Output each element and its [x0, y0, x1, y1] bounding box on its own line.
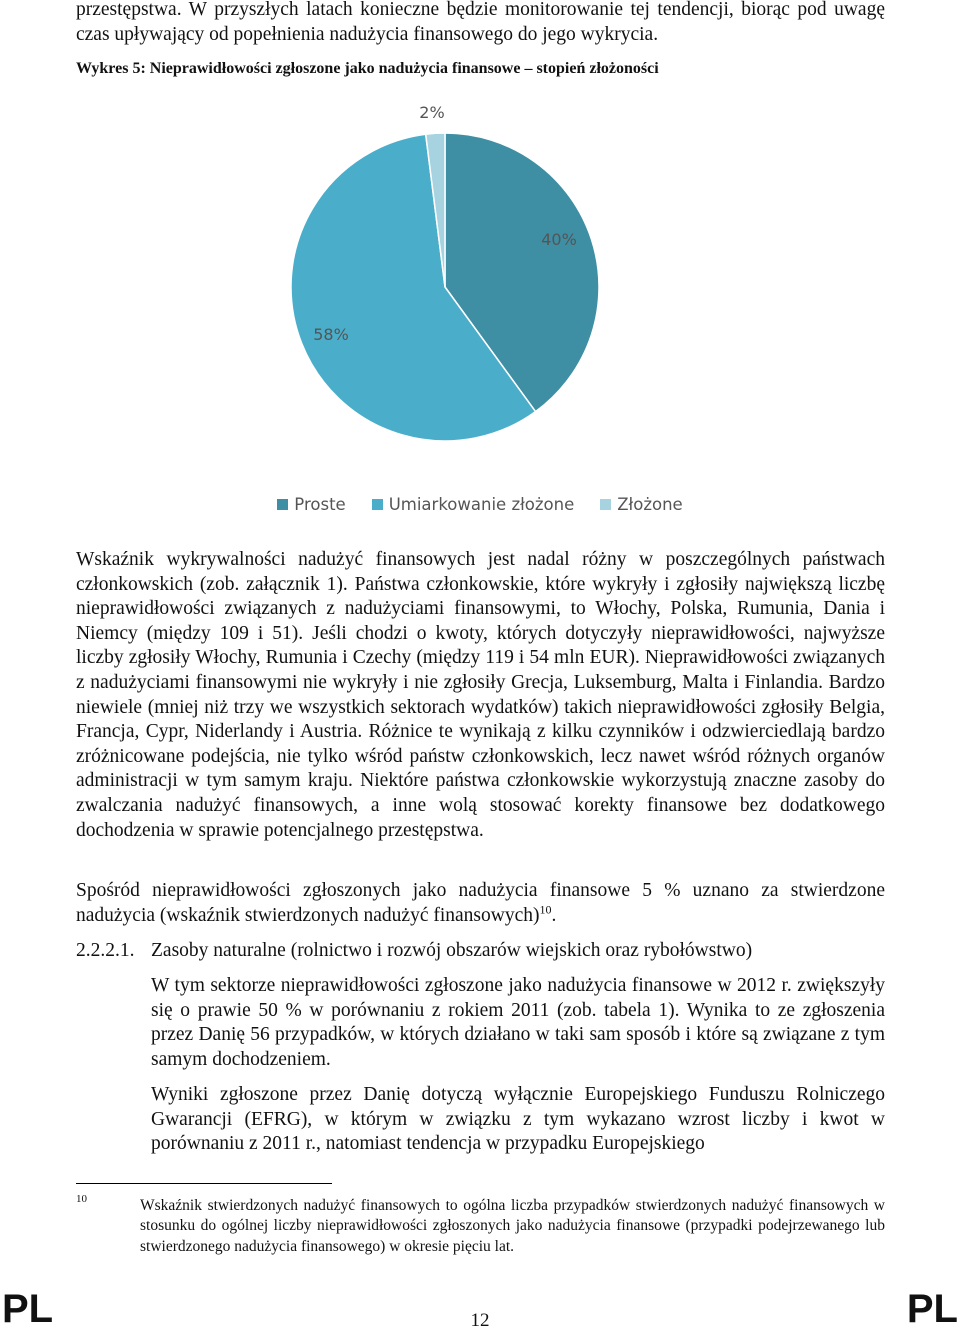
section-title: Zasoby naturalne (rolnictwo i rozwój obszarów wiejskich oraz rybołówstwo) [151, 940, 753, 961]
section-number: 2.2.2.1. [76, 940, 135, 961]
paragraph-denmark-results: Wyniki zgłoszone przez Danię dotyczą wyłącznie Europejskiego Funduszu Rolniczego Gwarancji (EFRG), w którym w związku z tym wykazano wzrost liczby i kwot w porównaniu z 2011 r., natomiast tendencja w przypadku Europejskiego [151, 1084, 885, 1155]
chart-legend [0, 495, 960, 514]
pie-label-umiarkowanie-zlozone: 58% [313, 325, 349, 344]
paragraph-fraud-share-text: Spośród nieprawidłowości zgłoszonych jako nadużycia finansowe 5 % uznano za stwierdzone nadużycia (wskaźnik stwierdzonych nadużyć finansowych) [76, 880, 885, 926]
legend-swatch-umiarkowanie-zlozone [372, 499, 383, 510]
footnote-number: 10 [76, 1193, 87, 1205]
section-heading [76, 939, 885, 964]
footnote-separator [76, 1183, 332, 1184]
legend-item-zlozone [600, 495, 682, 514]
paragraph-fraud-share [76, 879, 885, 928]
paragraph-detection-rate: Wskaźnik wykrywalności nadużyć finansowych jest nadal różny w poszczególnych państwach członkowskich (zob. załącznik 1). Państwa członkowskie, które wykryły i zgłosiły największą liczbę nieprawidłowości związanych z nadużyciami finansowymi, to Włochy, Polska, Rumunia, Dania i Niemcy (między 109 i 51). Jeśli chodzi o kwoty, których dotyczyły nieprawidłowości, najwyższe liczby zgłosiły Włochy, Rumunia i Czechy (między 119 i 54 mln EUR). Nieprawidłowości związanych z nadużyciami finansowymi nie wykryły i nie zgłosiły Grecja, Luksemburg, Malta i Finlandia. Bardzo niewiele (mniej niż trzy we wszystkich sektorach wydatków) takich nieprawidłowości zgłosiły Belgia, Francja, Cypr, Niderlandy i Austria. Różnice te wynikają z kilku czynników i odzwierciedlają bardzo zróżnicowane podejścia, nie tylko wśród państw członkowskich, lecz nawet wśród różnych organów administracji w tym samym kraju. Niektóre państwa członkowskie wykorzystują znaczne zasoby do zwalczania nadużyć finansowych, a inne wolą stosować korekty finansowe bez dodatkowego dochodzenia w sprawie potencjalnego przestępstwa. [76, 549, 885, 841]
legend-label-proste: Proste [294, 495, 346, 514]
pie-label-proste: 40% [541, 230, 577, 249]
intro-paragraph: przestępstwa. W przyszłych latach konieczne będzie monitorowanie tej tendencji, biorąc pod uwagę czas upływający od popełnienia nadużycia finansowego do jego wykrycia. [76, 0, 885, 45]
language-code-left: PL [2, 1287, 54, 1331]
language-code-right: PL [906, 1287, 958, 1331]
page-number: 12 [470, 1310, 490, 1331]
legend-label-zlozone: Złożone [617, 495, 683, 514]
legend-item-proste [277, 495, 345, 514]
legend-item-umiarkowanie-zlozone [372, 495, 575, 514]
footnote-reference[interactable]: 10 [539, 902, 552, 917]
paragraph-sector-increase: W tym sektorze nieprawidłowości zgłoszone jako nadużycia finansowe w 2012 r. zwiększyły się o prawie 50 % w porównaniu z rokiem 2011 (zob. tabela 1). Wynika to ze zgłoszenia przez Danię 56 przypadków, w których działano w taki sam sposób i które są związane z tym samym dochodzeniem. [151, 975, 885, 1070]
pie-label-zlozone: 2% [419, 103, 445, 122]
legend-swatch-zlozone [600, 499, 611, 510]
footnote-text: Wskaźnik stwierdzonych nadużyć finansowych to ogólna liczba przypadków stwierdzonych nadużyć finansowych w stosunku do ogólnej liczby nieprawidłowości zgłoszonych jako nadużycia finansowe (przypadki podejrzewanego lub stwierdzonego nadużycia finansowego) w okresie pięciu lat. [140, 1197, 885, 1255]
pie-chart [0, 100, 960, 480]
figure-caption: Wykres 5: Nieprawidłowości zgłoszone jako nadużycia finansowe – stopień złożoności [76, 60, 659, 77]
legend-label-umiarkowanie-zlozone: Umiarkowanie złożone [388, 495, 575, 514]
legend-swatch-proste [277, 499, 288, 510]
paragraph-fraud-share-end: . [551, 904, 557, 926]
